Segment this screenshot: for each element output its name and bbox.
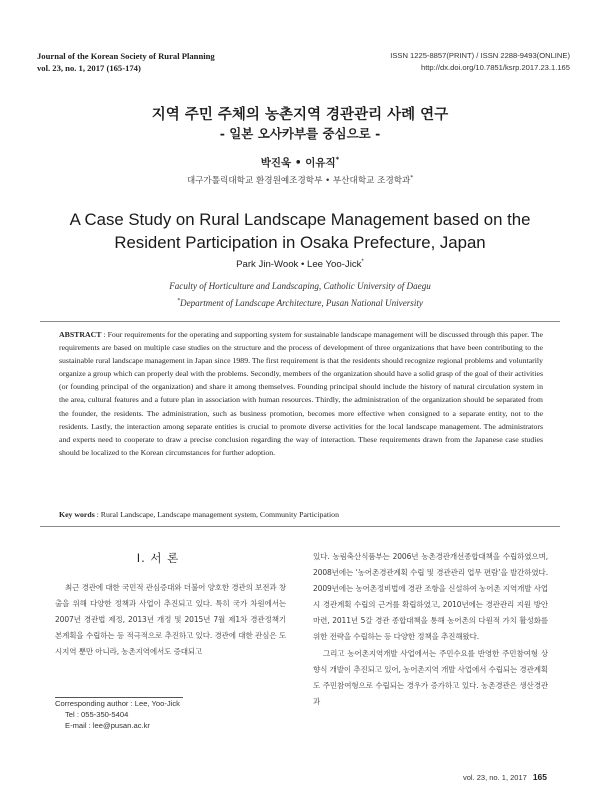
keywords-text: : Rural Landscape, Landscape management system, Community Participation bbox=[94, 510, 339, 519]
body-left-column bbox=[55, 580, 286, 660]
body-paragraph: 그리고 농어촌지역개발 사업에서는 주민수요를 반영한 주민참여형 상향식 개발이 추진되고 있어, 농어촌지역 개발 사업에서 수립되는 경관계획도 주민참여형으로 수립되는 경우가 증가하고 있다. 농촌경관은 생산경관과 bbox=[313, 648, 548, 706]
doi-link[interactable]: http://dx.doi.org/10.7851/ksrp.2017.23.1.165 bbox=[420, 63, 570, 72]
english-title-line2: Resident Participation in Osaka Prefecture, Japan bbox=[114, 233, 486, 252]
body-paragraph: 최근 경관에 대한 국민적 관심증대와 더불어 양호한 경관의 보전과 창출을 위해 다양한 정책과 사업이 추진되고 있다. 특히 국가 차원에서는 2007년 경관법 제정, 2013년 개정 및 2015년 7월 제1차 경관정책기본계획을 수립하는 등 적극적으로 추진하고 있다. 경관에 대한 관심은 도시지역 뿐만 아니라, 농촌지역에서도 증대되고 bbox=[55, 583, 286, 657]
english-affiliation-2 bbox=[0, 295, 600, 312]
keywords-label: Key words bbox=[59, 510, 95, 519]
keywords bbox=[59, 510, 543, 519]
abstract-top-rule bbox=[40, 321, 560, 322]
korean-authors-names: 박진욱 • 이유직 bbox=[260, 157, 336, 169]
page-footer bbox=[463, 772, 547, 782]
english-title-line1: A Case Study on Rural Landscape Management based on the bbox=[69, 210, 531, 229]
english-authors-mark: * bbox=[361, 257, 364, 265]
abstract bbox=[59, 328, 543, 459]
footnote-author: Corresponding author : Lee, Yoo-Jick bbox=[55, 699, 180, 708]
english-affiliations bbox=[0, 278, 600, 312]
english-title bbox=[0, 208, 600, 254]
body-paragraph: 있다. 농림축산식품부는 2006년 농촌경관개선종합대책을 수립하였으며, 2008년에는 ‘농어촌경관계획 수립 및 경관관리 업무 편람’을 발간하였다. 2009년에는 농어촌정비법에 경관 조항을 신설하여 농어촌 지역개발 사업 시 경관계획 수립의 근거를 확립하였고, 2010년에는 경관관리 지원 방안 마련, 2011년 5갈 경관 종합대책을 통해 농어촌의 다원적 가치 활성화를 위한 전략을 수립하는 등 다양한 정책을 추진해왔다. bbox=[313, 552, 548, 642]
korean-title: 지역 주민 주체의 농촌지역 경관관리 사례 연구 bbox=[151, 107, 449, 123]
english-authors bbox=[0, 259, 600, 270]
korean-affiliation-text: 대구가톨릭대학교 환경원예조경학부 • 부산대학교 조경학과 bbox=[186, 176, 411, 186]
body-right-column bbox=[313, 549, 548, 710]
english-affiliation-2-text: Department of Landscape Architecture, Pusan National University bbox=[180, 298, 423, 308]
korean-authors bbox=[0, 155, 600, 170]
korean-affiliation-mark: * bbox=[410, 175, 414, 182]
abstract-bottom-rule bbox=[40, 526, 560, 527]
abstract-label: ABSTRACT bbox=[59, 330, 102, 339]
korean-subtitle: - 일본 오사카부를 중심으로 - bbox=[219, 126, 381, 141]
page-number: 165 bbox=[532, 772, 547, 782]
section-heading-introduction: I. 서 론 bbox=[136, 551, 180, 565]
korean-authors-mark: * bbox=[335, 155, 340, 164]
journal-name: Journal of the Korean Society of Rural Planning bbox=[37, 51, 215, 61]
corresponding-author-footnote bbox=[55, 698, 180, 731]
issn-header bbox=[390, 50, 570, 74]
abstract-text: : Four requirements for the operating and supporting system for sustainable landscape management will be discussed through this paper. The requirements are based on multiple case studies on the structure and the process of development of three organizations that have been contributing to the sustainable rural landscape management in Japan since 1989. The first requirement is that the residents should recognize regional problems and voluntarily organize a group which can properly deal with the problems. Secondly, members of the organization should have a solid grasp of the goal of their activities (or founding principal of the organization) and share it among themselves. Founding principal should include the history of natural circulation system in the area, cultural features and a future plan in association with human resources. Thirdly, the administration of the organization should be separated from the founder, the residents. The administration, such as business promotion, becomes more effective when consigned to a separate entity, not to the residents. Lastly, the interaction among separate entities is crucial to promote diverse activities for the local landscape management. The administrators and experts need to cooperate to draw a precise conclusion regarding the way of interaction. These requirements drawn from the Japanese case studies should be localized to the Korean circumstances for further adoption. bbox=[59, 330, 543, 457]
journal-volume: vol. 23, no. 1, 2017 (165-174) bbox=[37, 63, 141, 73]
footer-issue: vol. 23, no. 1, 2017 bbox=[463, 773, 527, 782]
english-affiliation-2-mark: * bbox=[177, 297, 181, 304]
footnote-tel: Tel : 055-350-5404 bbox=[65, 710, 129, 719]
issn-text: ISSN 1225-8857(PRINT) / ISSN 2288-9493(ONLINE) bbox=[390, 51, 570, 60]
english-affiliation-1: Faculty of Horticulture and Landscaping, Catholic University of Daegu bbox=[169, 281, 431, 291]
footnote-email[interactable]: E-mail : lee@pusan.ac.kr bbox=[65, 721, 150, 730]
korean-affiliation bbox=[0, 174, 600, 186]
english-authors-names: Park Jin-Wook • Lee Yoo-Jick bbox=[236, 259, 362, 270]
journal-header bbox=[37, 50, 215, 74]
